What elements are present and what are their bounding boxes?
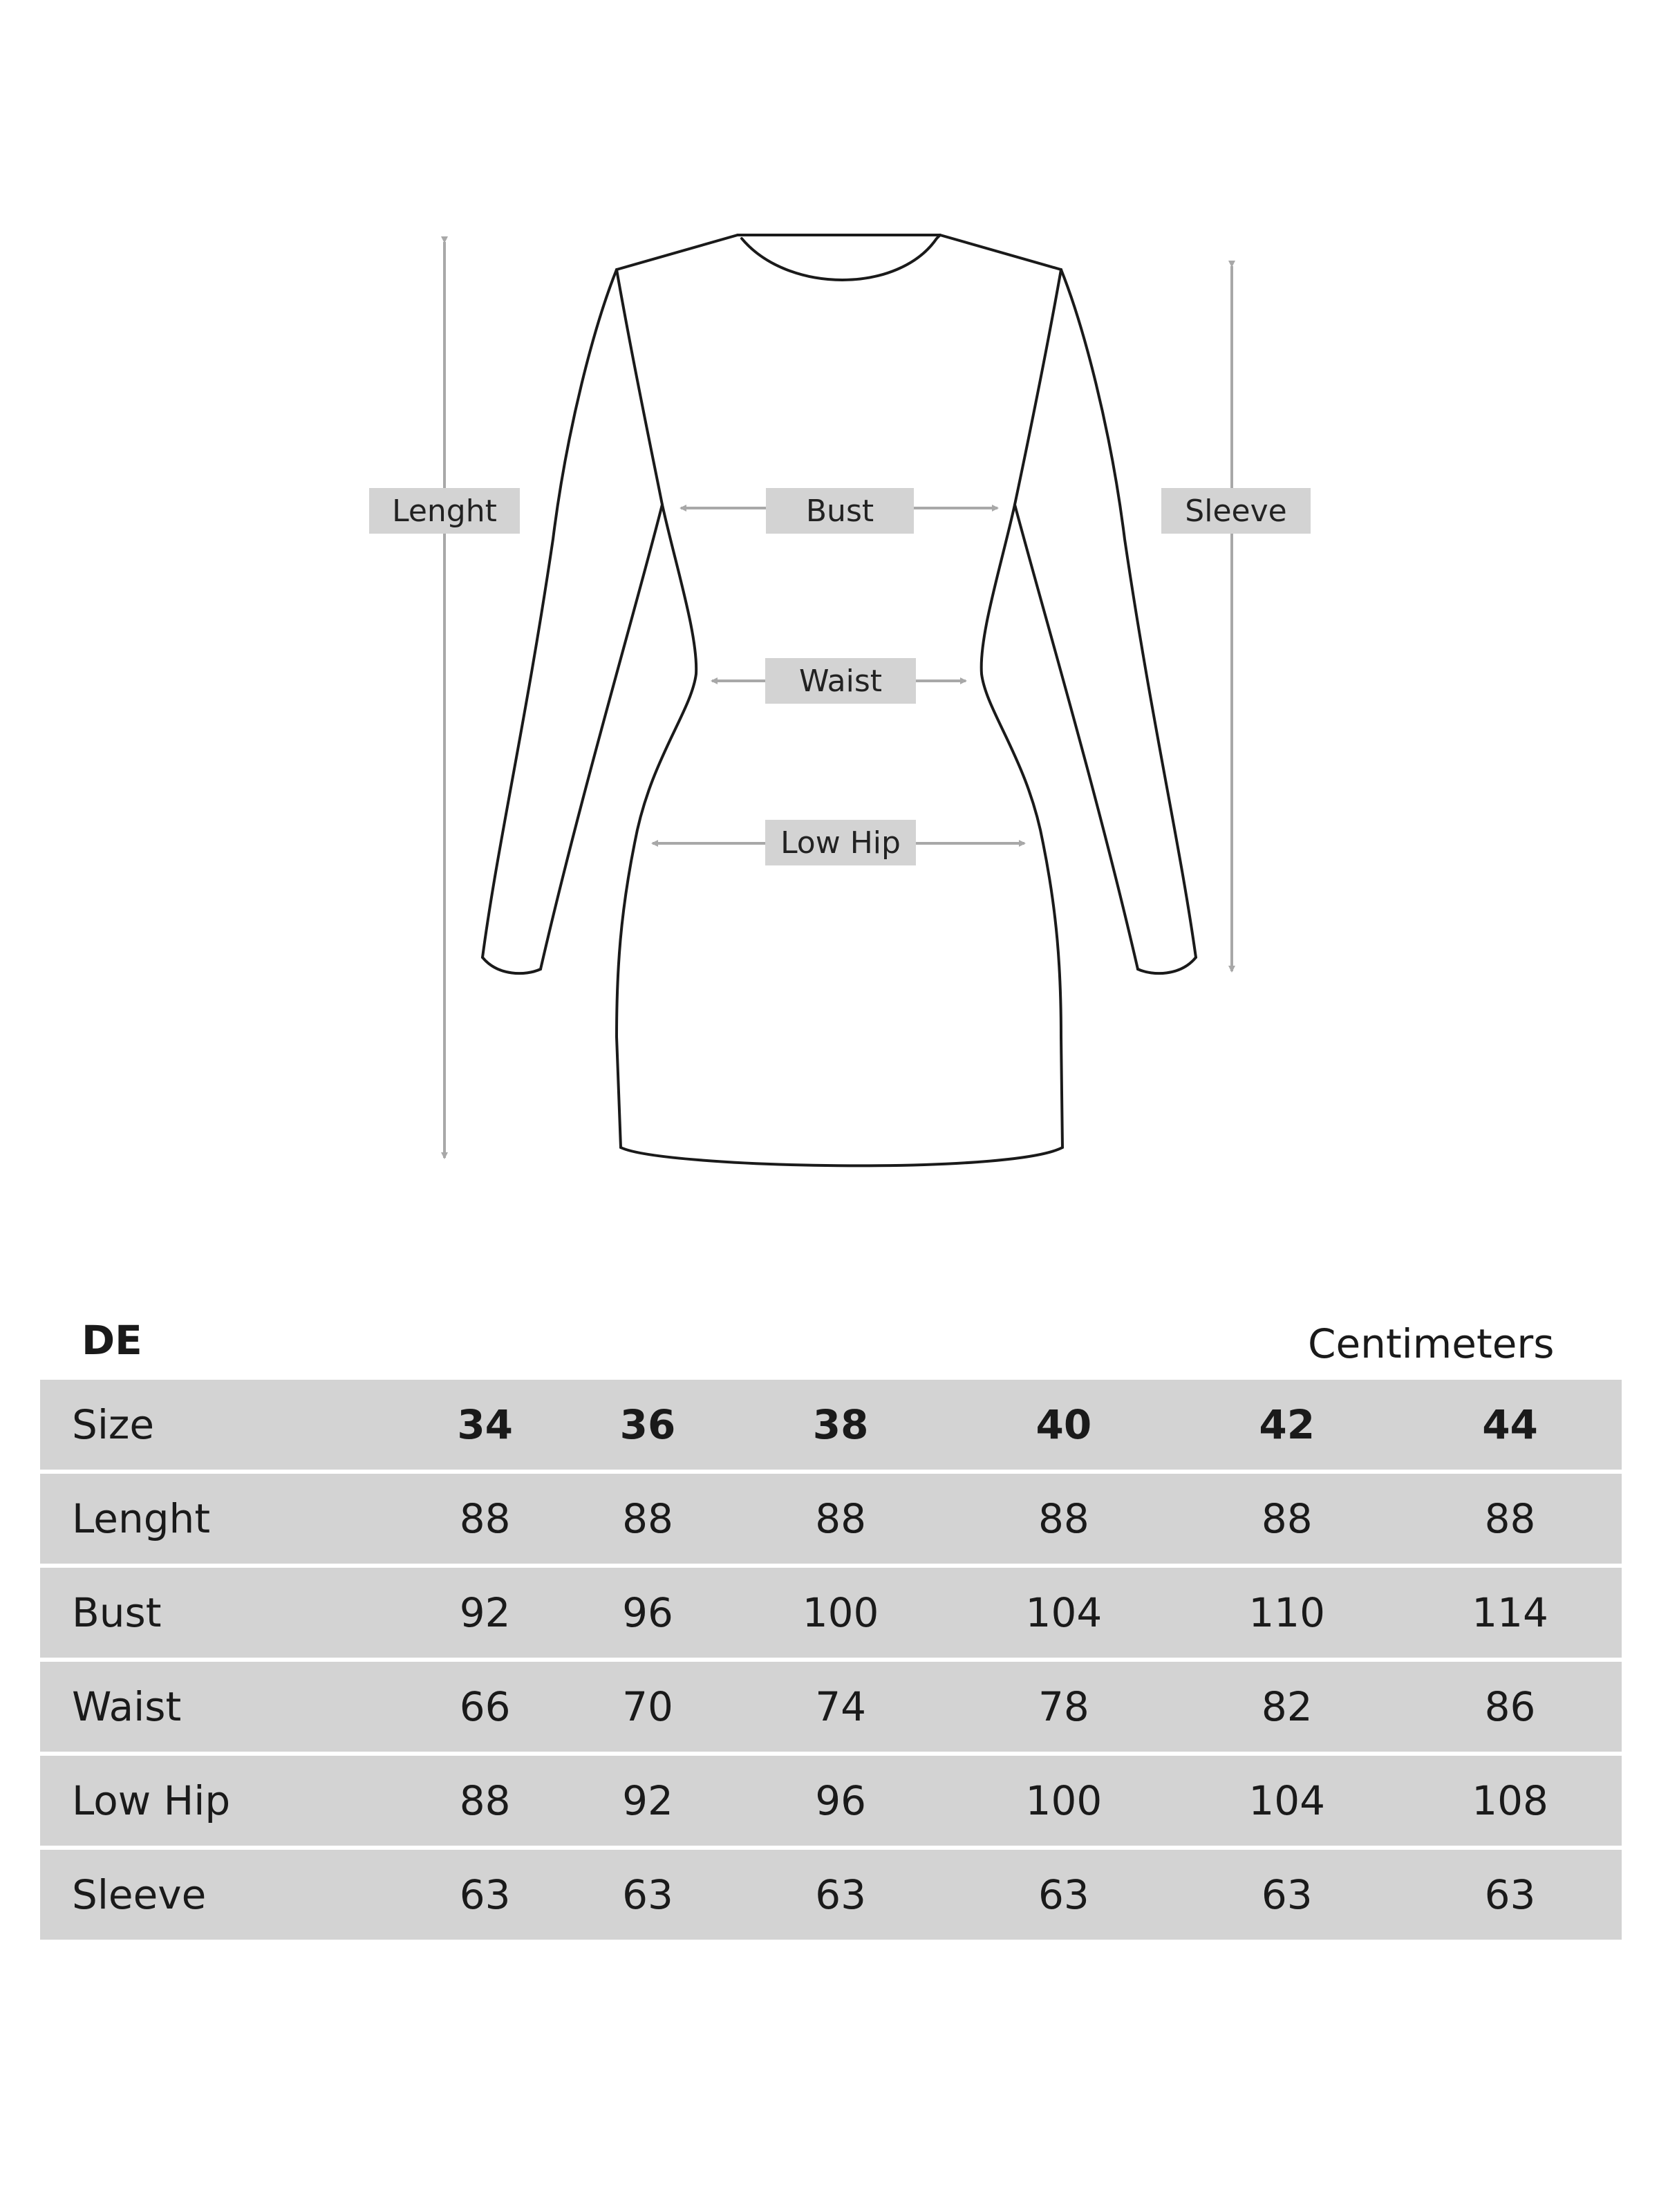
hem — [621, 1147, 1062, 1165]
waist-label: Waist — [765, 658, 916, 704]
value-cell: 110 — [1175, 1568, 1398, 1658]
value-cell: 74 — [729, 1662, 953, 1752]
left-sleeve-outer — [482, 270, 617, 957]
row-label: Waist — [40, 1662, 404, 1752]
row-label: Sleeve — [40, 1850, 404, 1940]
value-cell: 96 — [729, 1756, 953, 1846]
sleeve-label: Sleeve — [1161, 488, 1311, 534]
table-row — [40, 1756, 1622, 1846]
value-cell: 114 — [1398, 1568, 1622, 1658]
neckline — [738, 235, 940, 280]
size-cell: 38 — [729, 1380, 953, 1470]
value-cell: 63 — [566, 1850, 729, 1940]
value-cell: 92 — [566, 1756, 729, 1846]
value-cell: 63 — [1175, 1850, 1398, 1940]
value-cell: 66 — [404, 1662, 566, 1752]
low-hip-label: Low Hip — [765, 820, 916, 865]
value-cell: 92 — [404, 1568, 566, 1658]
value-cell: 100 — [729, 1568, 953, 1658]
value-cell: 104 — [1175, 1756, 1398, 1846]
right-sleeve-cuff — [1138, 957, 1196, 973]
row-label: Bust — [40, 1568, 404, 1658]
value-cell: 88 — [729, 1474, 953, 1564]
unit-label: Centimeters — [1308, 1320, 1555, 1367]
value-cell: 88 — [953, 1474, 1176, 1564]
row-label: Low Hip — [40, 1756, 404, 1846]
value-cell: 63 — [729, 1850, 953, 1940]
table-row — [40, 1568, 1622, 1658]
right-body-side — [982, 270, 1062, 1147]
left-shoulder — [617, 235, 738, 270]
size-cell: 44 — [1398, 1380, 1622, 1470]
table-row — [40, 1474, 1622, 1564]
left-sleeve-inner — [541, 505, 662, 969]
value-cell: 63 — [953, 1850, 1176, 1940]
value-cell: 63 — [1398, 1850, 1622, 1940]
value-cell: 70 — [566, 1662, 729, 1752]
left-body-side — [617, 270, 696, 1147]
size-cell: 42 — [1175, 1380, 1398, 1470]
right-shoulder — [940, 235, 1061, 270]
length-label: Lenght — [369, 488, 520, 534]
value-cell: 108 — [1398, 1756, 1622, 1846]
value-cell: 86 — [1398, 1662, 1622, 1752]
table-row — [40, 1850, 1622, 1940]
table-row — [40, 1662, 1622, 1752]
region-label: DE — [82, 1317, 142, 1364]
value-cell: 78 — [953, 1662, 1176, 1752]
row-label: Size — [40, 1380, 404, 1470]
left-sleeve-cuff — [482, 957, 541, 973]
bust-label: Bust — [766, 488, 914, 534]
value-cell: 88 — [404, 1756, 566, 1846]
value-cell: 88 — [1398, 1474, 1622, 1564]
value-cell: 100 — [953, 1756, 1176, 1846]
value-cell: 63 — [404, 1850, 566, 1940]
value-cell: 104 — [953, 1568, 1176, 1658]
right-sleeve-outer — [1061, 270, 1196, 957]
table-header-row — [40, 1380, 1622, 1470]
size-cell: 40 — [953, 1380, 1176, 1470]
value-cell: 88 — [566, 1474, 729, 1564]
size-chart-table — [40, 1376, 1622, 1944]
value-cell: 96 — [566, 1568, 729, 1658]
right-sleeve-inner — [1015, 505, 1138, 969]
value-cell: 88 — [404, 1474, 566, 1564]
value-cell: 82 — [1175, 1662, 1398, 1752]
row-label: Lenght — [40, 1474, 404, 1564]
value-cell: 88 — [1175, 1474, 1398, 1564]
size-cell: 34 — [404, 1380, 566, 1470]
size-cell: 36 — [566, 1380, 729, 1470]
